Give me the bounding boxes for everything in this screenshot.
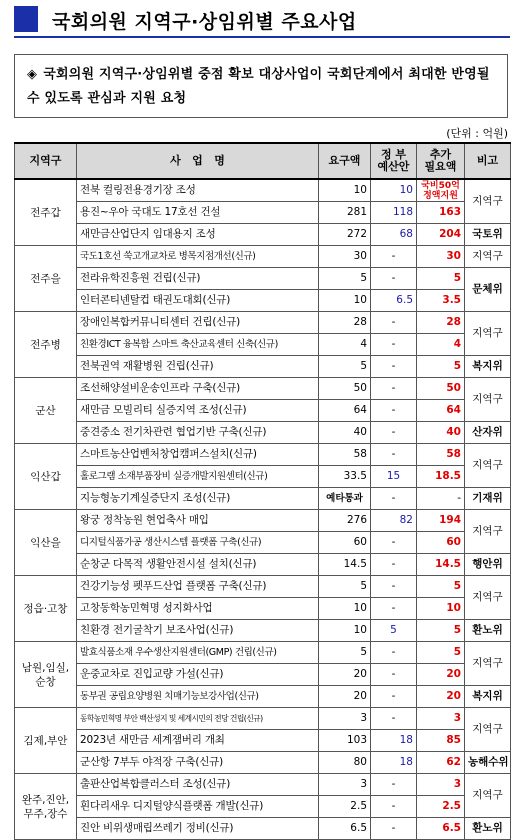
header-project: 사 업 명 bbox=[77, 143, 319, 179]
note-cell: 문체위 bbox=[465, 268, 511, 312]
gov-cell: 6.5 bbox=[371, 290, 417, 312]
gov-cell: - bbox=[371, 312, 417, 334]
project-cell: 중견중소 전기차관련 협업기반 구축(신규) bbox=[77, 422, 319, 444]
table-row bbox=[15, 554, 511, 576]
project-cell: 조선해양설비운송인프라 구축(신규) bbox=[77, 378, 319, 400]
header-add-line2: 필요액 bbox=[424, 160, 457, 173]
request-cell: 3 bbox=[319, 708, 371, 730]
region-cell: 전주을 bbox=[15, 246, 77, 312]
table-row bbox=[15, 400, 511, 422]
project-cell: 출판산업복합클러스터 조성(신규) bbox=[77, 774, 319, 796]
add-cell: 204 bbox=[417, 224, 465, 246]
gov-cell: - bbox=[371, 444, 417, 466]
header-note: 비고 bbox=[465, 143, 511, 179]
project-cell: 2023년 새만금 세계잼버리 개최 bbox=[77, 730, 319, 752]
gov-cell: 5 bbox=[371, 620, 417, 642]
add-cell: 5 bbox=[417, 268, 465, 290]
add-cell: 50 bbox=[417, 378, 465, 400]
request-cell: 64 bbox=[319, 400, 371, 422]
note-cell: 복지위 bbox=[465, 356, 511, 378]
request-cell: 3 bbox=[319, 774, 371, 796]
table-row bbox=[15, 708, 511, 730]
header-region: 지역구 bbox=[15, 143, 77, 179]
add-cell: 20 bbox=[417, 664, 465, 686]
add-cell: 85 bbox=[417, 730, 465, 752]
project-cell: 전북 컬링전용경기장 조성 bbox=[77, 179, 319, 202]
project-cell: 디지털식품가공 생산시스템 플랫폼 구축(신규) bbox=[77, 532, 319, 554]
note-cell: 지역구 bbox=[465, 444, 511, 488]
note-cell: 지역구 bbox=[465, 510, 511, 554]
gov-cell: 118 bbox=[371, 202, 417, 224]
project-cell: 친환경ICT 융복합 스마트 축산교육센터 신축(신규) bbox=[77, 334, 319, 356]
gov-cell: - bbox=[371, 268, 417, 290]
title-bar bbox=[14, 4, 510, 38]
table-row bbox=[15, 422, 511, 444]
add-cell: 20 bbox=[417, 686, 465, 708]
table-row bbox=[15, 334, 511, 356]
request-cell: 2.5 bbox=[319, 796, 371, 818]
add-cell: 국비50억 정액지원 bbox=[417, 179, 465, 202]
request-cell: 30 bbox=[319, 246, 371, 268]
add-cell: 5 bbox=[417, 620, 465, 642]
note-cell: 지역구 bbox=[465, 312, 511, 356]
project-cell: 새만금산업단지 임대용지 조성 bbox=[77, 224, 319, 246]
request-cell: 4 bbox=[319, 334, 371, 356]
request-cell: 5 bbox=[319, 268, 371, 290]
project-cell: 순창군 다목적 생활안전시설 설치(신규) bbox=[77, 554, 319, 576]
request-cell: 10 bbox=[319, 290, 371, 312]
table-row bbox=[15, 532, 511, 554]
note-cell: 지역구 bbox=[465, 642, 511, 686]
notice-text: 국회의원 지역구·상임위별 중점 확보 대상사업이 국회단계에서 최대한 반영될 수 있도록 관심과 지원 요청 bbox=[27, 67, 490, 106]
gov-cell: - bbox=[371, 532, 417, 554]
notice-text-block bbox=[27, 63, 503, 111]
header-request: 요구액 bbox=[319, 143, 371, 179]
table-row bbox=[15, 246, 511, 268]
gov-cell: 82 bbox=[371, 510, 417, 532]
add-cell: 60 bbox=[417, 532, 465, 554]
gov-cell: 15 bbox=[371, 466, 417, 488]
table-row bbox=[15, 642, 511, 664]
add-cell: 3 bbox=[417, 708, 465, 730]
add-cell: 14.5 bbox=[417, 554, 465, 576]
add-cell: 10 bbox=[417, 598, 465, 620]
note-cell: 환노위 bbox=[465, 818, 511, 840]
region-cell: 전주병 bbox=[15, 312, 77, 378]
gov-cell: - bbox=[371, 576, 417, 598]
region-cell: 완주,진안,무주,장수 bbox=[15, 774, 77, 840]
gov-cell: 10 bbox=[371, 179, 417, 202]
gov-cell: - bbox=[371, 818, 417, 840]
add-cell: 5 bbox=[417, 576, 465, 598]
project-cell: 발효식품소재 우수생산지원센터(GMP) 건립(신규) bbox=[77, 642, 319, 664]
gov-cell: - bbox=[371, 554, 417, 576]
gov-cell: - bbox=[371, 356, 417, 378]
note-cell: 국토위 bbox=[465, 224, 511, 246]
request-cell: 20 bbox=[319, 686, 371, 708]
gov-cell: - bbox=[371, 422, 417, 444]
table-row bbox=[15, 356, 511, 378]
project-cell: 전북권역 재활병원 건립(신규) bbox=[77, 356, 319, 378]
table-row bbox=[15, 444, 511, 466]
add-cell: - bbox=[417, 488, 465, 510]
table-row bbox=[15, 620, 511, 642]
add-cell: 40 bbox=[417, 422, 465, 444]
gov-cell: - bbox=[371, 774, 417, 796]
region-cell: 익산을 bbox=[15, 510, 77, 576]
gov-cell: 68 bbox=[371, 224, 417, 246]
request-cell: 10 bbox=[319, 620, 371, 642]
note-cell: 기재위 bbox=[465, 488, 511, 510]
add-cell: 64 bbox=[417, 400, 465, 422]
add-cell: 2.5 bbox=[417, 796, 465, 818]
request-cell: 28 bbox=[319, 312, 371, 334]
table-header-row bbox=[15, 143, 511, 179]
request-cell: 272 bbox=[319, 224, 371, 246]
note-cell: 복지위 bbox=[465, 686, 511, 708]
region-cell: 전주갑 bbox=[15, 179, 77, 246]
table-row bbox=[15, 664, 511, 686]
table-row bbox=[15, 179, 511, 202]
project-cell: 건강기능성 펫푸드산업 플랫폼 구축(신규) bbox=[77, 576, 319, 598]
note-cell: 환노위 bbox=[465, 620, 511, 642]
add-cell: 4 bbox=[417, 334, 465, 356]
project-cell: 국도1호선 쑥고개교차로 병목지점개선(신규) bbox=[77, 246, 319, 268]
request-cell: 20 bbox=[319, 664, 371, 686]
region-cell: 익산갑 bbox=[15, 444, 77, 510]
table-row bbox=[15, 268, 511, 290]
project-cell: 흰다리새우 디지털양식플랫폼 개발(신규) bbox=[77, 796, 319, 818]
table-row bbox=[15, 312, 511, 334]
request-cell: 10 bbox=[319, 598, 371, 620]
header-add-line1: 추가 bbox=[429, 148, 452, 161]
table-row bbox=[15, 224, 511, 246]
request-cell: 33.5 bbox=[319, 466, 371, 488]
table-row bbox=[15, 598, 511, 620]
table-row bbox=[15, 202, 511, 224]
note-cell: 지역구 bbox=[465, 378, 511, 422]
region-cell: 김제,부안 bbox=[15, 708, 77, 774]
gov-cell: 18 bbox=[371, 730, 417, 752]
project-cell: 장애인복합커뮤니티센터 건립(신규) bbox=[77, 312, 319, 334]
project-cell: 스마트농산업벤처창업캠퍼스설치(신규) bbox=[77, 444, 319, 466]
add-cell: 3 bbox=[417, 774, 465, 796]
project-cell: 고창동학농민혁명 성지화사업 bbox=[77, 598, 319, 620]
project-cell: 친환경 전기굴착기 보조사업(신규) bbox=[77, 620, 319, 642]
project-cell: 진안 비위생매립쓰레기 정비(신규) bbox=[77, 818, 319, 840]
project-cell: 지능형농기계실증단지 조성(신규) bbox=[77, 488, 319, 510]
note-cell: 지역구 bbox=[465, 576, 511, 620]
request-cell: 6.5 bbox=[319, 818, 371, 840]
project-cell: 군산항 7부두 야적장 구축(신규) bbox=[77, 752, 319, 774]
region-cell: 남원,임실,순창 bbox=[15, 642, 77, 708]
project-cell: 인터콘티넨탈컵 태권도대회(신규) bbox=[77, 290, 319, 312]
region-cell: 정읍·고창 bbox=[15, 576, 77, 642]
request-cell: 281 bbox=[319, 202, 371, 224]
project-cell: 홀로그램 소재부품장비 실증개발지원센터(신규) bbox=[77, 466, 319, 488]
request-cell: 14.5 bbox=[319, 554, 371, 576]
request-cell: 50 bbox=[319, 378, 371, 400]
gov-cell: - bbox=[371, 796, 417, 818]
add-cell: 5 bbox=[417, 356, 465, 378]
request-cell: 5 bbox=[319, 576, 371, 598]
add-cell: 62 bbox=[417, 752, 465, 774]
add-cell: 194 bbox=[417, 510, 465, 532]
table-row bbox=[15, 796, 511, 818]
request-cell: 276 bbox=[319, 510, 371, 532]
add-cell: 6.5 bbox=[417, 818, 465, 840]
add-cell: 163 bbox=[417, 202, 465, 224]
request-cell: 5 bbox=[319, 356, 371, 378]
gov-cell: - bbox=[371, 708, 417, 730]
add-cell: 28 bbox=[417, 312, 465, 334]
gov-cell: - bbox=[371, 400, 417, 422]
add-cell: 3.5 bbox=[417, 290, 465, 312]
note-cell: 농해수위 bbox=[465, 752, 511, 774]
table-row bbox=[15, 752, 511, 774]
notice-box bbox=[14, 54, 508, 118]
request-cell: 80 bbox=[319, 752, 371, 774]
project-cell: 운중교차로 진입교량 가설(신규) bbox=[77, 664, 319, 686]
gov-cell: - bbox=[371, 598, 417, 620]
region-cell: 군산 bbox=[15, 378, 77, 444]
header-gov-line2: 예산안 bbox=[377, 160, 410, 173]
header-gov-budget bbox=[371, 143, 417, 179]
table-row bbox=[15, 290, 511, 312]
title-square-mark bbox=[14, 6, 38, 32]
gov-cell: - bbox=[371, 686, 417, 708]
unit-label: (단위 : 억원) bbox=[446, 127, 508, 140]
note-cell: 산자위 bbox=[465, 422, 511, 444]
project-cell: 동학농민혁명 부안 백산성지 및 세계시민의 전당 건립(신규) bbox=[77, 708, 319, 730]
table-row bbox=[15, 378, 511, 400]
header-additional bbox=[417, 143, 465, 179]
note-cell: 지역구 bbox=[465, 774, 511, 818]
add-cell: 58 bbox=[417, 444, 465, 466]
note-cell: 행안위 bbox=[465, 554, 511, 576]
gov-cell: - bbox=[371, 488, 417, 510]
add-cell: 5 bbox=[417, 642, 465, 664]
request-cell: 40 bbox=[319, 422, 371, 444]
gov-cell: 18 bbox=[371, 752, 417, 774]
note-cell: 지역구 bbox=[465, 246, 511, 268]
note-cell: 지역구 bbox=[465, 179, 511, 224]
gov-cell: - bbox=[371, 378, 417, 400]
diamond-bullet-icon: ◈ bbox=[27, 67, 38, 82]
table-row bbox=[15, 466, 511, 488]
add-cell: 18.5 bbox=[417, 466, 465, 488]
table-row bbox=[15, 576, 511, 598]
table-row bbox=[15, 510, 511, 532]
request-cell: 예타통과 bbox=[319, 488, 371, 510]
project-cell: 용진~우아 국대도 17호선 건설 bbox=[77, 202, 319, 224]
project-cell: 왕궁 정착농원 현업축사 매입 bbox=[77, 510, 319, 532]
projects-table bbox=[14, 142, 511, 840]
note-cell: 지역구 bbox=[465, 708, 511, 752]
project-cell: 전라유학진흥원 건립(신규) bbox=[77, 268, 319, 290]
table-row bbox=[15, 774, 511, 796]
header-gov-line1: 정 부 bbox=[380, 148, 407, 161]
request-cell: 10 bbox=[319, 179, 371, 202]
page-title: 국회의원 지역구·상임위별 주요사업 bbox=[52, 11, 357, 33]
gov-cell: - bbox=[371, 246, 417, 268]
add-cell: 30 bbox=[417, 246, 465, 268]
request-cell: 58 bbox=[319, 444, 371, 466]
gov-cell: - bbox=[371, 642, 417, 664]
table-row bbox=[15, 730, 511, 752]
project-cell: 새만금 모빌리티 실증지역 조성(신규) bbox=[77, 400, 319, 422]
request-cell: 5 bbox=[319, 642, 371, 664]
project-cell: 동부권 공립요양병원 치매기능보강사업(신규) bbox=[77, 686, 319, 708]
table-row bbox=[15, 686, 511, 708]
table-row bbox=[15, 818, 511, 840]
gov-cell: - bbox=[371, 334, 417, 356]
request-cell: 103 bbox=[319, 730, 371, 752]
table-row bbox=[15, 488, 511, 510]
request-cell: 60 bbox=[319, 532, 371, 554]
gov-cell: - bbox=[371, 664, 417, 686]
